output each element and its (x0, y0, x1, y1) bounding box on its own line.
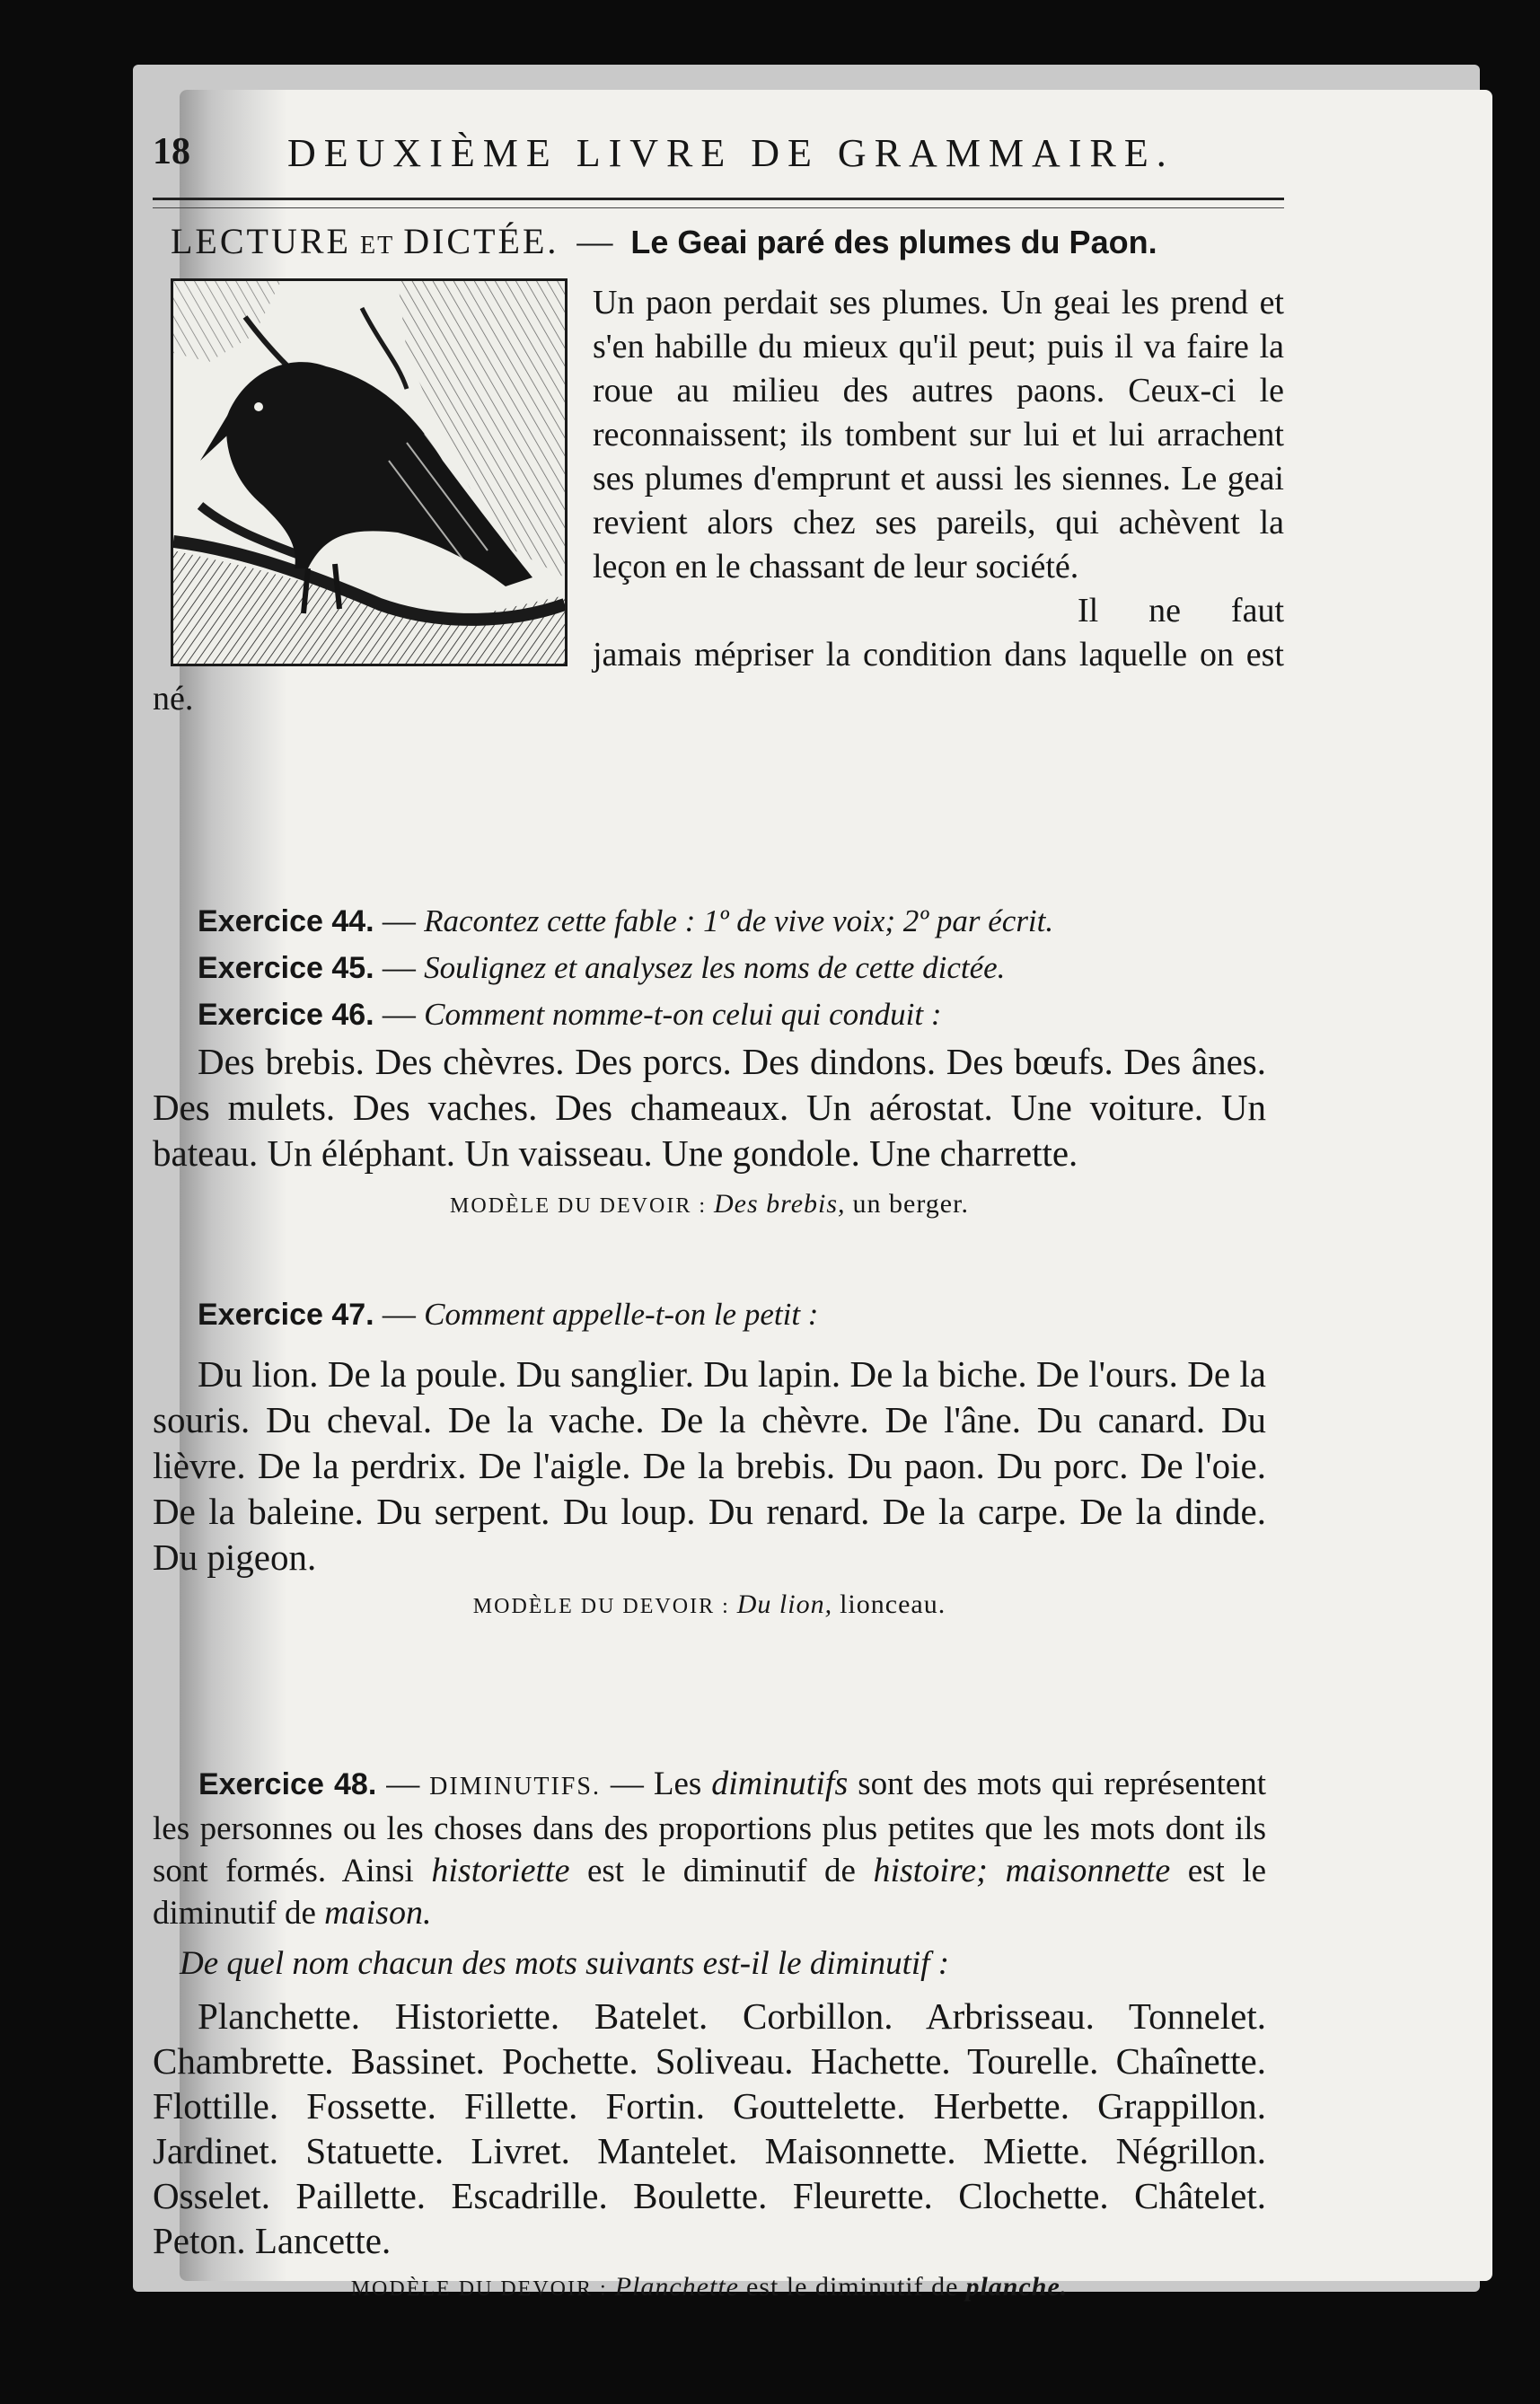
exercise-48-heading: Exercice 48. (198, 1767, 377, 1801)
exercise-47-instruction: Comment appelle-t-on le petit : (424, 1297, 819, 1332)
lesson-label-reading: LECTURE (171, 221, 351, 261)
exercise-48-text-4: est le diminutif de (153, 1853, 1267, 1932)
exercise-46-heading: Exercice 46. (198, 998, 374, 1032)
exercise-46-model-label: MODÈLE DU DEVOIR : (450, 1194, 707, 1218)
term-diminutifs: diminutifs (711, 1765, 849, 1802)
exercise-48-wordlist (153, 1994, 1266, 2303)
exercise-46-wordlist (153, 1039, 1266, 1220)
exercise-48-model (153, 2272, 1266, 2303)
exercise-47-heading: Exercice 47. (198, 1298, 374, 1332)
exercise-44: Exercice 44. — Racontez cette fable : 1º de vive voix; 2º par écrit. (198, 903, 1054, 939)
example-historiette: historiette (431, 1852, 570, 1889)
exercise-46-instruction: Comment nomme-t-on celui qui conduit : (424, 997, 942, 1032)
exercise-44-heading: Exercice 44. (198, 904, 374, 938)
exercise-47-words: Du lion. De la poule. Du sanglier. Du lapin. De la biche. De l'ours. De la souris. Du cheval. De la vache. De la chèvre. De l'âne. Du canard. Du lièvre. De la perdrix. De l'aigle. De la brebis. Du paon. Du porc. De l'oie. De la baleine. Du serpent. Du loup. Du renard. De la carpe. De la dinde. Du pigeon. (153, 1353, 1266, 1578)
header-rule (153, 198, 1284, 208)
exercise-47-model-label: MODÈLE DU DEVOIR : (472, 1595, 730, 1618)
exercise-46-model-answer: un berger. (852, 1189, 969, 1219)
headline-dash: — (576, 221, 613, 261)
exercise-45-instruction: Soulignez et analysez les noms de cette dictée. (424, 950, 1006, 985)
page-number: 18 (153, 131, 190, 172)
exercise-46-model (153, 1189, 1266, 1220)
exercise-47: Exercice 47. — Comment appelle-t-on le petit : (198, 1296, 819, 1333)
lesson-label-and: ET (359, 232, 395, 260)
exercise-45: Exercice 45. — Soulignez et analysez les noms de cette dictée. (198, 949, 1006, 986)
exercise-46: Exercice 46. — Comment nomme-t-on celui qui conduit : (198, 996, 942, 1033)
exercise-46-words: Des brebis. Des chèvres. Des porcs. Des dindons. Des bœufs. Des ânes. Des mulets. Des vaches. Des chameaux. Un aérostat. Une voiture. Un bateau. Un éléphant. Un vaisseau. Une gondole. Une charrette. (153, 1041, 1266, 1174)
example-histoire-maisonnette: histoire; maisonnette (873, 1852, 1171, 1889)
exercise-47-model (153, 1589, 1266, 1620)
fable-title: Le Geai paré des plumes du Paon. (630, 224, 1157, 260)
exercise-48-topic: DIMINUTIFS. (429, 1773, 601, 1801)
exercise-48-model-label: MODÈLE DU DEVOIR : (350, 2277, 608, 2301)
exercise-47-model-answer: lionceau. (840, 1589, 946, 1619)
lesson-headline (171, 220, 1284, 262)
fable-block (153, 281, 1284, 721)
exercise-48-text-3: est le diminutif de (586, 1853, 856, 1889)
exercise-48-words: Planchette. Historiette. Batelet. Corbillon. Arbrisseau. Tonnelet. Chambrette. Bassinet. Pochette. Soliveau. Hachette. Tourelle. Chaînette. Flottille. Fossette. Fillette. Fortin. Gouttelette. Herbette. Grappillon. Jardinet. Statuette. Livret. Mantelet. Maisonnette. Miette. Négrillon. Osselet. Paillette. Escadrille. Boulette. Fleurette. Clochette. Châtelet. Peton. Lancette. (153, 1995, 1266, 2261)
fable-moral: Il ne faut jamais mépriser la condition dans laquelle on est né. (153, 592, 1284, 718)
exercise-44-instruction: Racontez cette fable : 1º de vive voix; 2º par écrit. (424, 903, 1054, 938)
exercise-48-text-1: Les (653, 1766, 702, 1802)
book-title: DEUXIÈME LIVRE DE GRAMMAIRE. (287, 131, 1175, 175)
exercise-48-question-text: De quel nom chacun des mots suivants est-il le diminutif : (180, 1945, 950, 1982)
example-maison: maison. (324, 1894, 432, 1932)
exercise-48-model-answer: planche. (965, 2272, 1069, 2302)
exercise-48-model-mid: est le diminutif de (745, 2272, 959, 2302)
exercise-48-question (180, 1944, 1266, 1983)
exercise-45-heading: Exercice 45. (198, 951, 374, 985)
exercise-48-model-example: Planchette (614, 2272, 739, 2302)
running-head (153, 130, 1482, 184)
fable-text: Un paon perdait ses plumes. Un geai les prend et s'en habille du mieux qu'il peut; puis il va faire la roue au milieu des autres paons. Ceux-ci le reconnaissent; ils tombent sur lui et lui arrachent ses plumes d'emprunt et aussi les siennes. Le geai revient alors chez ses pareils, qui achèvent la leçon en le chassant de leur société. (593, 284, 1284, 586)
lesson-label-dictation: DICTÉE. (403, 221, 559, 261)
exercise-48-definition: Exercice 48. — DIMINUTIFS. — Les diminutifs sont des mots qui représentent les personnes ou les choses dans des proportions plus petites que les mots dont ils sont formés. Ainsi historiette est le diminutif de histoire; maisonnette est le diminutif de maison. (153, 1765, 1267, 1932)
exercises-44-46 (198, 898, 1284, 1038)
exercise-47-model-example: Du lion, (736, 1589, 833, 1619)
exercise-48-text-2: sont des mots qui représentent les personnes ou les choses dans des proportions plus petites que les mots dont ils sont formés. Ainsi (153, 1766, 1267, 1889)
exercise-46-model-example: Des brebis, (714, 1189, 846, 1219)
illustration-float-space (153, 281, 593, 667)
exercise-47-wordlist (153, 1352, 1266, 1620)
